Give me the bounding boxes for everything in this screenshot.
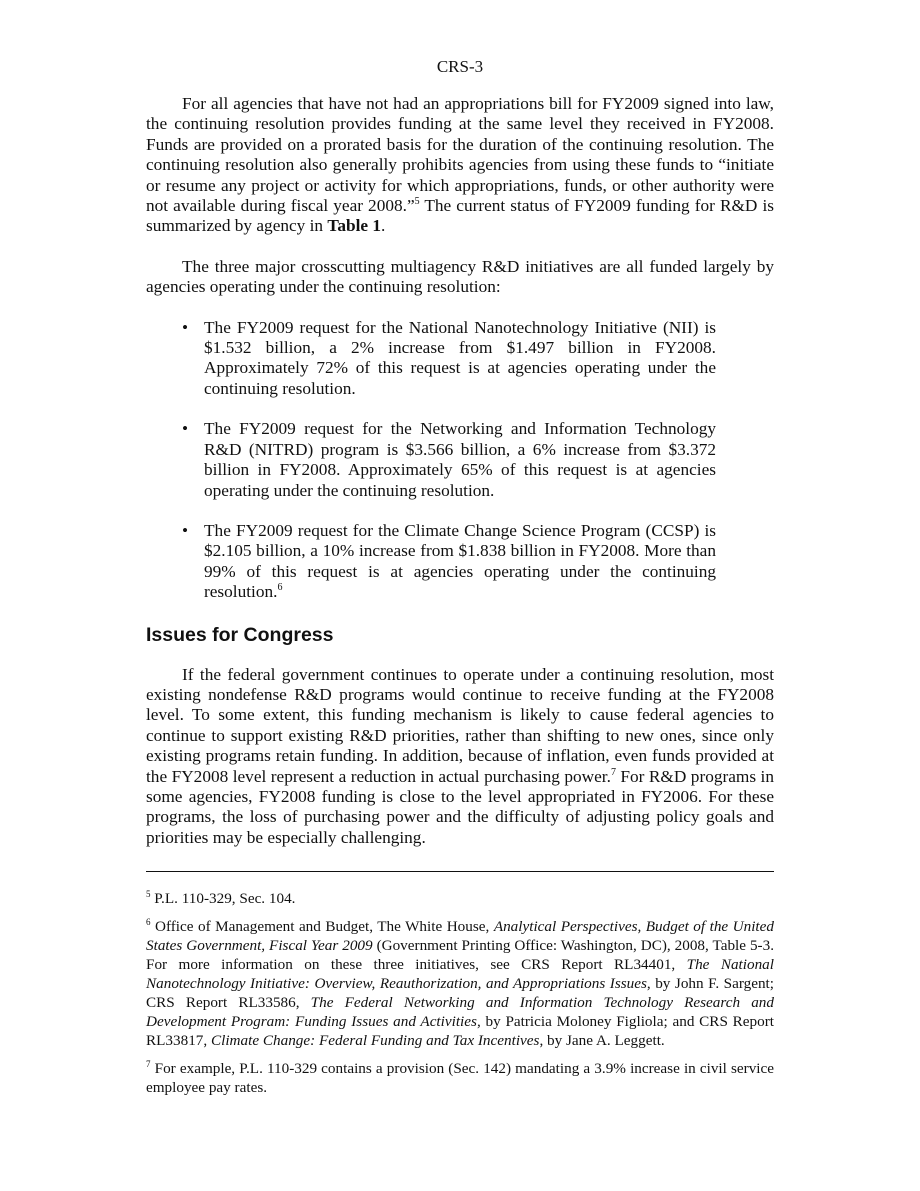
body-text xyxy=(146,94,774,848)
list-item-nitrd xyxy=(182,419,716,501)
initiatives-list xyxy=(146,318,774,603)
footnote-text: , by John F. Sargent; CRS Report RL33586, xyxy=(146,975,774,1011)
table-reference: Table 1 xyxy=(327,216,382,236)
footnote-text: , by Jane A. Leggett. xyxy=(539,1032,665,1049)
footnote-text: For example, P.L. 110-329 contains a provision (Sec. 142) mandating a 3.9% increase in civil service employee pay rates. xyxy=(146,1060,775,1096)
citation-title: The Federal Networking and Information Technology Research and Development Program: Funding Issues and Activities xyxy=(146,994,774,1030)
footnote-number: 5 xyxy=(146,888,151,899)
paragraph-initiatives: The three major crosscutting multiagency R&D initiatives are all funded largely by agencies operating under the continuing resolution: xyxy=(146,256,774,297)
citation-title: Climate Change: Federal Funding and Tax Incentives xyxy=(210,1032,540,1049)
bullet-icon: • xyxy=(182,419,189,439)
paragraph-text: For all agencies that have not had an appropriations bill for FY2009 signed into law, the continuing resolution provides funding at the same level they received in FY2008. Funds are provided on a prorated basis for the duration of the continuing resolution. The continuing resolution also generally prohibits agencies from using these funds to “initiate or resume any project or activity for which appropriations, funds, or other authority were not available during fiscal year 2008.” xyxy=(146,94,774,216)
footnote-ref-5[interactable]: 5 xyxy=(414,196,420,208)
paragraph-continuing-resolution xyxy=(146,94,774,237)
paragraph-text: If the federal government continues to operate under a continuing resolution, most existing nondefense R&D programs would continue to receive funding at the FY2008 level. To some extent, this funding mechanism is likely to cause federal agencies to continue to support existing R&D priorities, rather than shifting to new ones, since only existing programs retain funding. In addition, because of inflation, even funds provided at the FY2008 level represent a reduction in actual purchasing power. xyxy=(146,664,774,786)
list-item-nni xyxy=(182,317,716,400)
page-header: CRS-3 xyxy=(436,57,484,76)
footnote-6 xyxy=(146,917,774,1050)
paragraph-issues xyxy=(146,665,774,849)
list-item-text: The FY2009 request for the Networking and Information Technology R&D (NITRD) program is $3.566 billion, a 6% increase from $3.372 billion in FY2008. Approximately 65% of this request is at agencies operating under the continuing resolution. xyxy=(204,419,716,500)
list-item-ccsp xyxy=(182,520,716,603)
footnote-text: Office of Management and Budget, The White House, xyxy=(155,918,494,935)
section-heading: Issues for Congress xyxy=(146,623,334,646)
footnote-text: P.L. 110-329, Sec. 104. xyxy=(154,890,296,907)
citation-title: The National Nanotechnology Initiative: Overview, Reauthorization, and Appropriations Issues xyxy=(146,956,774,992)
bullet-icon: • xyxy=(182,520,189,540)
bullet-icon: • xyxy=(182,317,189,337)
footnote-divider xyxy=(146,871,774,872)
paragraph-text: The current status of FY2009 funding for R&D is summarized by agency in xyxy=(146,196,774,236)
footnote-text: (Government Printing Office: Washington, DC), 2008, Table 5-3. For more information on these three initiatives, see CRS Report RL34401, xyxy=(146,937,775,973)
footnote-number: 7 xyxy=(146,1058,151,1069)
footnote-number: 6 xyxy=(146,916,151,927)
list-item-text: The FY2009 request for the Climate Change Science Program (CCSP) is $2.105 billion, a 10% increase from $1.838 billion in FY2008. More than 99% of this request is at agencies operating under the continuing resolution. xyxy=(204,520,716,602)
paragraph-text: . xyxy=(381,216,386,236)
footnote-ref-6[interactable]: 6 xyxy=(277,582,283,594)
citation-title: Analytical Perspectives, Budget of the United States Government, Fiscal Year 2009 xyxy=(146,918,774,954)
footnote-ref-7[interactable]: 7 xyxy=(610,766,616,778)
paragraph-text: For R&D programs in some agencies, FY2008 funding is close to the level appropriated in FY2006. For these programs, the loss of purchasing power and the difficulty of adjusting policy goals and priorities may be especially challenging. xyxy=(146,766,774,847)
footnotes xyxy=(146,889,774,1106)
footnote-7 xyxy=(146,1059,774,1097)
list-item-text: The FY2009 request for the National Nanotechnology Initiative (NII) is $1.532 billion, a 2% increase from $1.497 billion in FY2008. Approximately 72% of this request is at agencies operating under the continuing resolution. xyxy=(204,317,716,398)
footnote-text: , by Patricia Moloney Figliola; and CRS Report RL33817, xyxy=(146,1013,774,1049)
footnote-5 xyxy=(146,889,774,908)
